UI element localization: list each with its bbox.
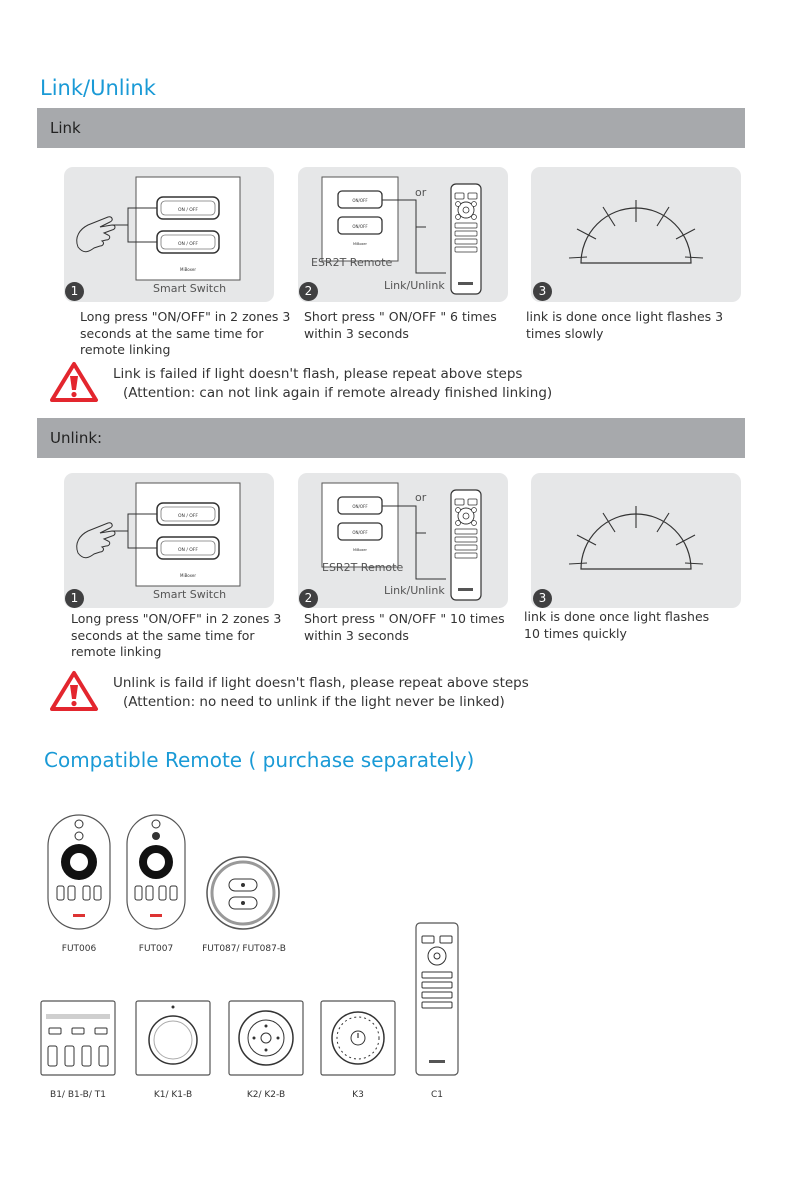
svg-text:ON/OFF: ON/OFF: [352, 504, 368, 509]
k2-panel-image: [228, 1000, 304, 1076]
step-number: 3: [533, 589, 552, 608]
link-step3-text: link is done once light flashes 3 times slowly: [526, 309, 724, 341]
svg-text:ON/OFF: ON/OFF: [352, 198, 368, 203]
fut006-remote-image: [47, 814, 111, 930]
svg-text:ON/OFF: ON/OFF: [352, 224, 368, 229]
link-unlink-label: Link/Unlink: [384, 584, 445, 597]
remote-caption: FUT087/ FUT087-B: [202, 944, 286, 954]
svg-text:ON / OFF: ON / OFF: [177, 514, 199, 519]
step-number: 1: [65, 282, 84, 301]
remote-caption: FUT006: [61, 944, 97, 954]
remote-caption: K2/ K2-B: [246, 1090, 286, 1100]
compatible-remote-title: Compatible Remote ( purchase separately): [44, 748, 475, 772]
or-label: or: [415, 186, 427, 199]
svg-text:ON / OFF: ON / OFF: [177, 242, 199, 247]
or-label: or: [415, 491, 427, 504]
link-step3-illustration: [531, 167, 741, 302]
fut007-remote-image: [126, 814, 186, 930]
step-number: 2: [299, 282, 318, 301]
remote-caption: C1: [430, 1090, 443, 1100]
light-flash-illustration: [531, 473, 741, 608]
svg-text:ON / OFF: ON / OFF: [177, 548, 199, 553]
svg-text:MiBoxer: MiBoxer: [353, 242, 367, 246]
unlink-section-title: Unlink:: [50, 429, 103, 447]
c1-remote-image: [415, 922, 459, 1076]
link-warning-text: Link is failed if light doesn't flash, please repeat above steps (Attention: can not link again if remote already finished linking): [113, 366, 553, 401]
k1-panel-image: [135, 1000, 211, 1076]
svg-text:ON / OFF: ON / OFF: [177, 208, 199, 213]
remote-caption: K3: [352, 1090, 364, 1100]
unlink-section-header: [37, 418, 745, 458]
step-number: 1: [65, 589, 84, 608]
unlink-step1-text: Long press "ON/OFF" in 2 zones 3 seconds at the same time for remote linking: [71, 611, 282, 659]
remote-caption: FUT007: [138, 944, 174, 954]
link-unlink-label: Link/Unlink: [384, 279, 445, 292]
link-step1-text: Long press "ON/OFF" in 2 zones 3 seconds at the same time for remote linking: [80, 309, 291, 357]
warning-icon: [50, 362, 98, 402]
page-title: Link/Unlink: [40, 76, 156, 100]
unlink-warning-text: Unlink is faild if light doesn't flash, please repeat above steps (Attention: no need to unlink if the light never be linked): [113, 675, 529, 710]
link-section-title: Link: [50, 119, 81, 137]
svg-text:MiBoxer: MiBoxer: [353, 548, 367, 552]
svg-text:MiBoxer: MiBoxer: [180, 573, 196, 578]
unlink-step3-text: link is done once light flashes 10 times quickly: [524, 609, 710, 641]
light-flash-illustration: [531, 167, 741, 302]
esr2t-remote-label: ESR2T Remote: [322, 561, 404, 574]
step-number: 2: [299, 589, 318, 608]
unlink-step3-illustration: [531, 473, 741, 608]
k3-panel-image: [320, 1000, 396, 1076]
warning-icon: [50, 671, 98, 711]
svg-text:ON/OFF: ON/OFF: [352, 530, 368, 535]
remote-caption: B1/ B1-B/ T1: [50, 1090, 106, 1100]
esr2t-remote-label: ESR2T Remote: [311, 256, 393, 269]
link-section-header: [37, 108, 745, 148]
remote-caption: K1/ K1-B: [153, 1090, 193, 1100]
svg-text:MiBoxer: MiBoxer: [180, 267, 196, 272]
b1-panel-image: [40, 1000, 116, 1076]
fut087-remote-image: [205, 855, 281, 931]
unlink-step2-text: Short press " ON/OFF " 10 times within 3 seconds: [304, 611, 505, 643]
link-step2-text: Short press " ON/OFF " 6 times within 3 seconds: [304, 309, 497, 341]
smart-switch-label: Smart Switch: [153, 588, 227, 601]
step-number: 3: [533, 282, 552, 301]
smart-switch-label: Smart Switch: [153, 282, 227, 295]
